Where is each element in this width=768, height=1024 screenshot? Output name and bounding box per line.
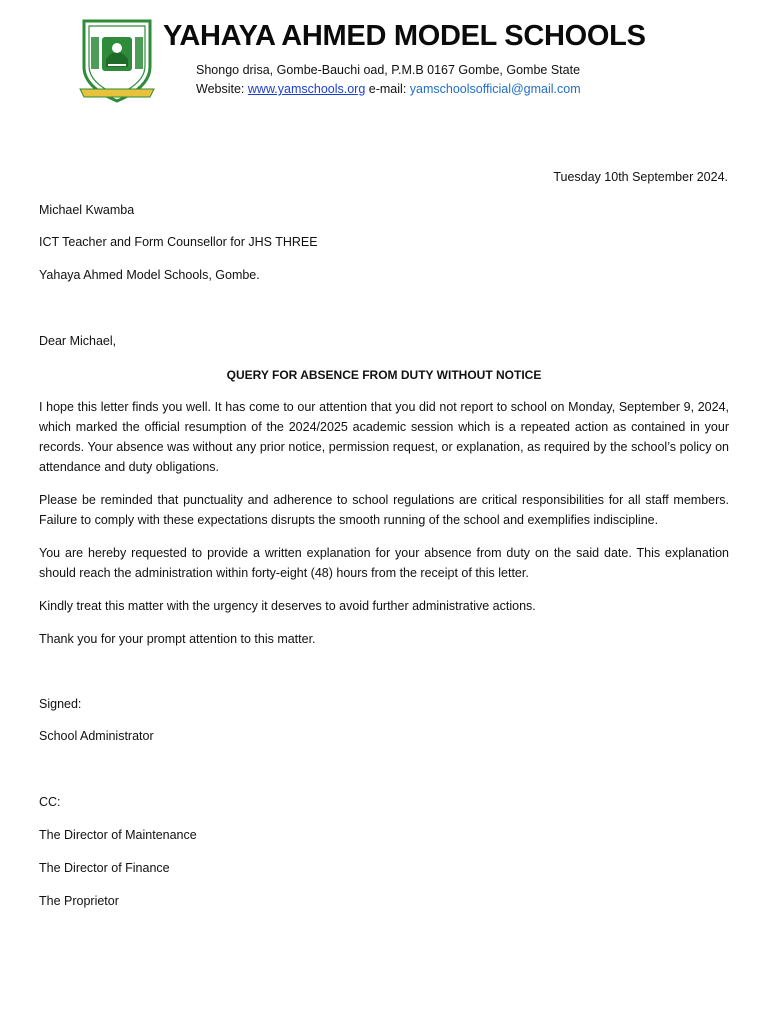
signed-label: Signed:: [39, 697, 82, 711]
body-paragraph-2: Please be reminded that punctuality and adherence to school regulations are critical responsibilities for all staff members. Failure to comply with these expectations disrupts the smooth running of the school and exemplifies indiscipline.: [39, 493, 729, 527]
cc-recipient: The Proprietor: [39, 894, 119, 908]
email-link[interactable]: yamschoolsofficial@gmail.com: [409, 82, 581, 96]
email-label: e-mail:: [368, 82, 407, 96]
cc-recipient: The Director of Finance: [39, 861, 170, 875]
contact-line: [196, 82, 581, 96]
recipient-organization: Yahaya Ahmed Model Schools, Gombe.: [39, 268, 260, 282]
body-paragraph-4: Kindly treat this matter with the urgency it deserves to avoid further administrative actions.: [39, 599, 536, 613]
cc-label: CC:: [39, 795, 61, 809]
school-address: Shongo drisa, Gombe-Bauchi oad, P.M.B 0167 Gombe, Gombe State: [196, 63, 581, 77]
website-label: Website:: [196, 82, 245, 96]
body-paragraph-5: Thank you for your prompt attention to this matter.: [39, 632, 316, 646]
letter-date: Tuesday 10th September 2024.: [553, 170, 728, 184]
salutation: Dear Michael,: [39, 334, 117, 348]
recipient-position: ICT Teacher and Form Counsellor for JHS THREE: [39, 235, 318, 249]
school-name: YAHAYA AHMED MODEL SCHOOLS: [163, 20, 646, 52]
letter-subject: QUERY FOR ABSENCE FROM DUTY WITHOUT NOTICE: [226, 368, 542, 382]
signatory: School Administrator: [39, 729, 154, 743]
website-link[interactable]: www.yamschools.org: [247, 82, 366, 96]
body-paragraph-3: You are hereby requested to provide a written explanation for your absence from duty on the said date. This explanation should reach the administration within forty-eight (48) hours from the receipt of this letter.: [39, 546, 729, 580]
recipient-name: Michael Kwamba: [39, 203, 135, 217]
school-logo-crest-icon: [76, 15, 158, 105]
letterhead: [0, 0, 768, 110]
body-paragraph-1: I hope this letter finds you well. It has come to our attention that you did not report to school on Monday, September 9, 2024, which marked the official resumption of the 2024/2025 academic session which is a repeated action as contained in your records. Your absence was without any prior notice, permission request, or explanation, as required by the school’s policy on attendance and duty obligations.: [39, 400, 729, 474]
cc-recipient: The Director of Maintenance: [39, 828, 197, 842]
